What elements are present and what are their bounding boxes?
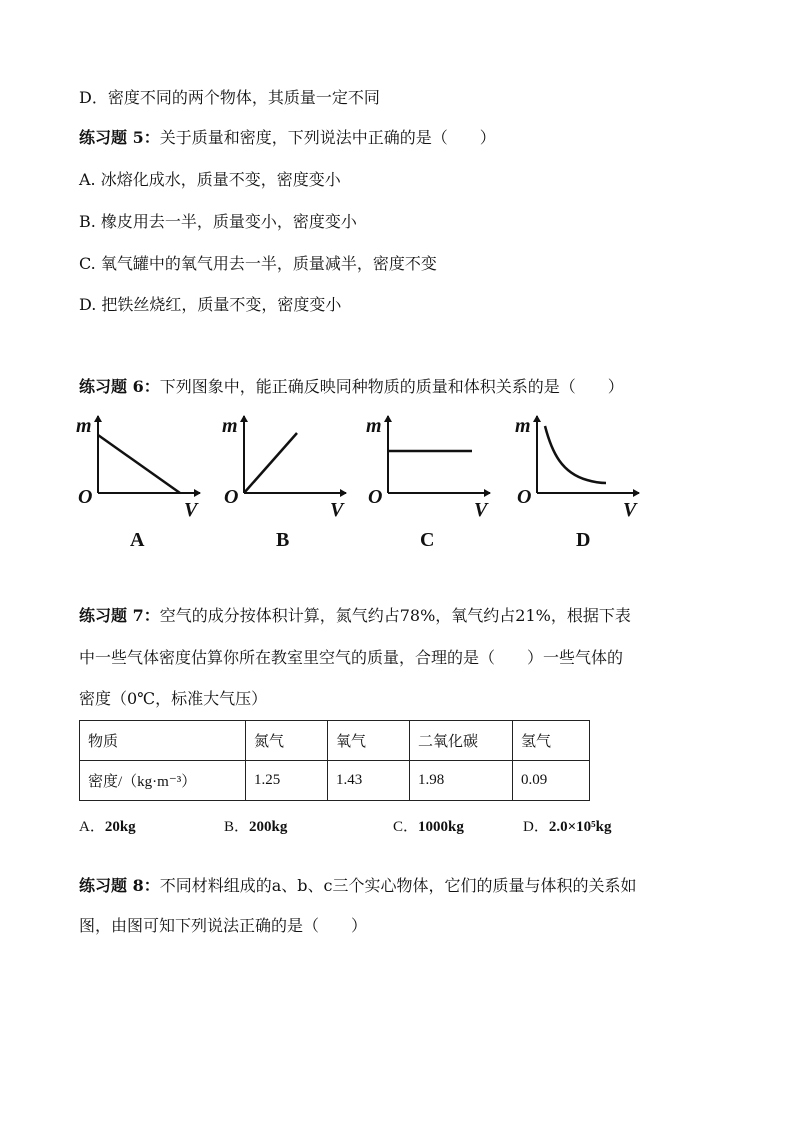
graph-d <box>515 415 639 551</box>
graph-a-x-label: V <box>184 499 198 521</box>
table-header-cell: 氮气 <box>246 721 328 761</box>
graph-d-letter: D <box>576 529 591 551</box>
graph-a-letter: A <box>130 529 145 551</box>
graph-b-letter: B <box>276 529 290 551</box>
q8-text-1: 不同材料组成的a、b、c三个实心物体，它们的质量与体积的关系如 <box>159 876 637 895</box>
graph-a <box>76 415 200 551</box>
graph-c <box>366 415 490 551</box>
graph-d-y-label: m <box>515 415 531 437</box>
graph-b-origin: O <box>224 486 239 508</box>
q8-label: 练习题 8： <box>79 876 160 895</box>
q5-option-a: A. 冰熔化成水，质量不变，密度变小 <box>79 170 341 189</box>
q5-stem: 关于质量和密度，下列说法中正确的是（ ） <box>159 128 496 147</box>
q7-option-d <box>523 816 611 837</box>
q7-line-2: 中一些气体密度估算你所在教室里空气的质量，合理的是（ ）一些气体的 <box>79 648 624 667</box>
table-header-cell: 氧气 <box>328 721 410 761</box>
graph-c-x-label: V <box>474 499 488 521</box>
q7-option-c <box>393 816 464 837</box>
graph-c-y-label: m <box>366 415 382 437</box>
table-header-cell: 二氧化碳 <box>410 721 513 761</box>
q7-label: 练习题 7： <box>79 606 160 625</box>
q5-option-c: C. 氧气罐中的氧气用去一半，质量减半，密度不变 <box>79 254 437 273</box>
q7-option-d-letter: D． <box>523 819 549 835</box>
q7-text-1: 空气的成分按体积计算，氮气约占78%，氧气约占21%，根据下表 <box>159 606 631 625</box>
table-row-label: 密度/（kg·m⁻³） <box>80 761 246 801</box>
table-cell: 1.25 <box>246 761 328 801</box>
q7-option-d-value: 2.0×10⁵kg <box>548 819 612 835</box>
q7-option-b-value: 200kg <box>249 819 288 835</box>
table-cell: 1.98 <box>410 761 513 801</box>
graph-b <box>222 415 346 551</box>
q7-option-a-value: 20kg <box>104 819 136 835</box>
q7-option-a-letter: A． <box>79 819 105 835</box>
graph-a-origin: O <box>78 486 93 508</box>
table-cell: 1.43 <box>328 761 410 801</box>
q6-label: 练习题 6： <box>79 377 160 396</box>
prev-option-d: D．密度不同的两个物体，其质量一定不同 <box>79 88 380 107</box>
graph-b-x-label: V <box>330 499 344 521</box>
q5-option-b: B. 橡皮用去一半，质量变小，密度变小 <box>79 212 357 231</box>
table-header-cell: 物质 <box>80 721 246 761</box>
q7-line-1 <box>79 606 631 626</box>
graph-d-origin: O <box>517 486 532 508</box>
q7-option-a <box>79 816 136 837</box>
graph-b-y-label: m <box>222 415 238 437</box>
q7-option-c-letter: C． <box>393 819 419 835</box>
table-row <box>80 761 590 801</box>
q7-line-3: 密度（0℃，标准大气压） <box>79 689 268 708</box>
q5-option-d: D. 把铁丝烧红，质量不变，密度变小 <box>79 295 342 314</box>
q7-option-b-letter: B． <box>224 819 250 835</box>
q7-option-c-value: 1000kg <box>418 819 464 835</box>
q6-graphs <box>72 408 652 558</box>
graph-c-origin: O <box>368 486 383 508</box>
q8-line-1 <box>79 876 636 896</box>
q5-line <box>79 128 496 148</box>
table-header-row <box>80 721 590 761</box>
graph-a-y-label: m <box>76 415 92 437</box>
q6-stem: 下列图象中，能正确反映同种物质的质量和体积关系的是（ ） <box>159 377 624 396</box>
q6-line <box>79 377 624 397</box>
gas-density-table <box>79 720 590 801</box>
table-cell: 0.09 <box>513 761 590 801</box>
q7-option-b <box>224 816 287 837</box>
q5-label: 练习题 5： <box>79 128 160 147</box>
graph-d-x-label: V <box>623 499 637 521</box>
graph-c-letter: C <box>420 529 435 551</box>
table-header-cell: 氢气 <box>513 721 590 761</box>
q8-line-2: 图，由图可知下列说法正确的是（ ） <box>79 916 368 935</box>
